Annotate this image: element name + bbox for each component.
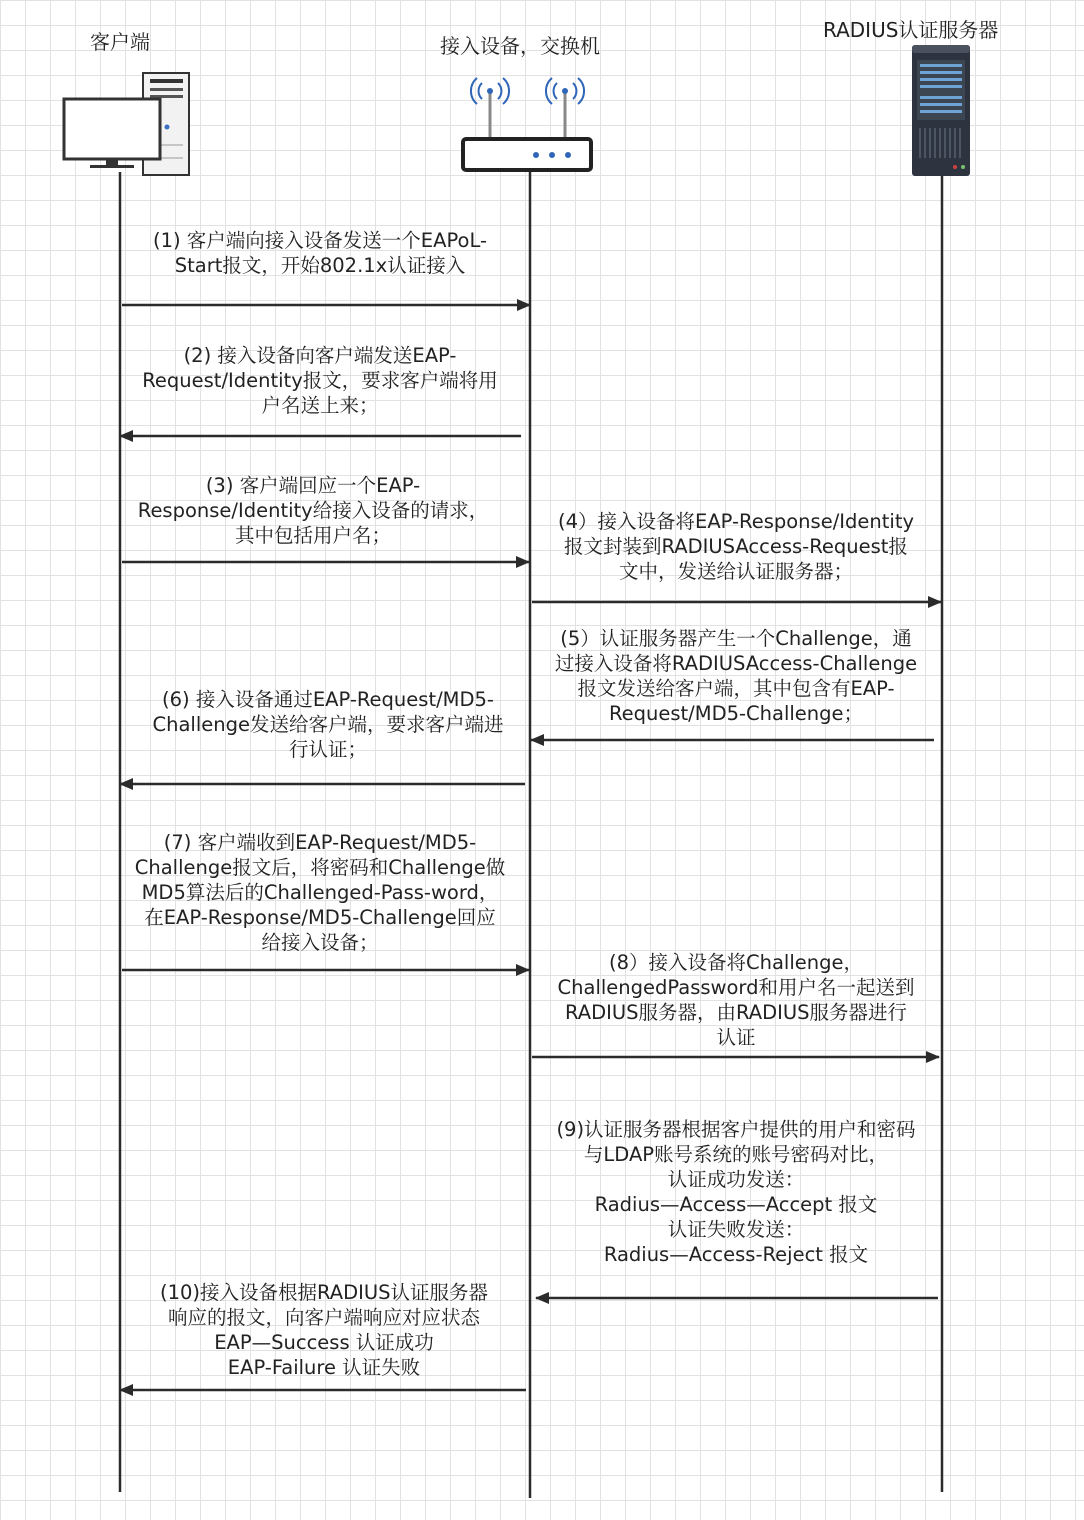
message-4: (4）接入设备将EAP-Response/Identity 报文封装到RADIUSAccess-Request报 文中，发送给认证服务器；: [558, 510, 914, 583]
participant-server-label: RADIUS认证服务器: [823, 18, 999, 42]
message-2: (2) 接入设备向客户端发送EAP- Request/Identity报文，要求客户端将用 户名送上来；: [142, 344, 498, 417]
message-1: (1) 客户端向接入设备发送一个EAPoL- Start报文，开始802.1x认证接入: [152, 229, 488, 277]
participant-switch-label: 接入设备，交换机: [440, 34, 600, 58]
server-rack-icon: [912, 45, 970, 176]
participant-client-label: 客户端: [90, 30, 150, 54]
message-9: (9)认证服务器根据客户提供的用户和密码 与LDAP账号系统的账号密码对比， 认证成功发送： Radius—Access—Accept 报文 认证失败发送： Radius—Access-Reject 报文: [556, 1118, 916, 1266]
desktop-computer-icon: [64, 73, 189, 175]
message-3: (3) 客户端回应一个EAP- Response/Identity给接入设备的请求， 其中包括用户名；: [137, 474, 489, 547]
wireless-router-icon: [463, 78, 591, 170]
message-5: (5）认证服务器产生一个Challenge，通 过接入设备将RADIUSAccess-Challenge 报文发送给客户端，其中包含有EAP- Request/MD5-Challenge；: [554, 627, 918, 725]
message-7: (7) 客户端收到EAP-Request/MD5- Challenge报文后，将密码和Challenge做 MD5算法后的Challenged-Pass-word， 在EAP-Response/MD5-Challenge回应 给接入设备；: [134, 831, 506, 954]
message-6: (6) 接入设备通过EAP-Request/MD5- Challenge发送给客户端，要求客户端进 行认证；: [152, 688, 504, 761]
message-8: (8）接入设备将Challenge， ChallengedPassword和用户名一起送到 RADIUS服务器，由RADIUS服务器进行 认证: [557, 951, 915, 1049]
message-10: (10)接入设备根据RADIUS认证服务器 响应的报文，向客户端响应对应状态 EAP—Success 认证成功 EAP-Failure 认证失败: [159, 1281, 489, 1379]
